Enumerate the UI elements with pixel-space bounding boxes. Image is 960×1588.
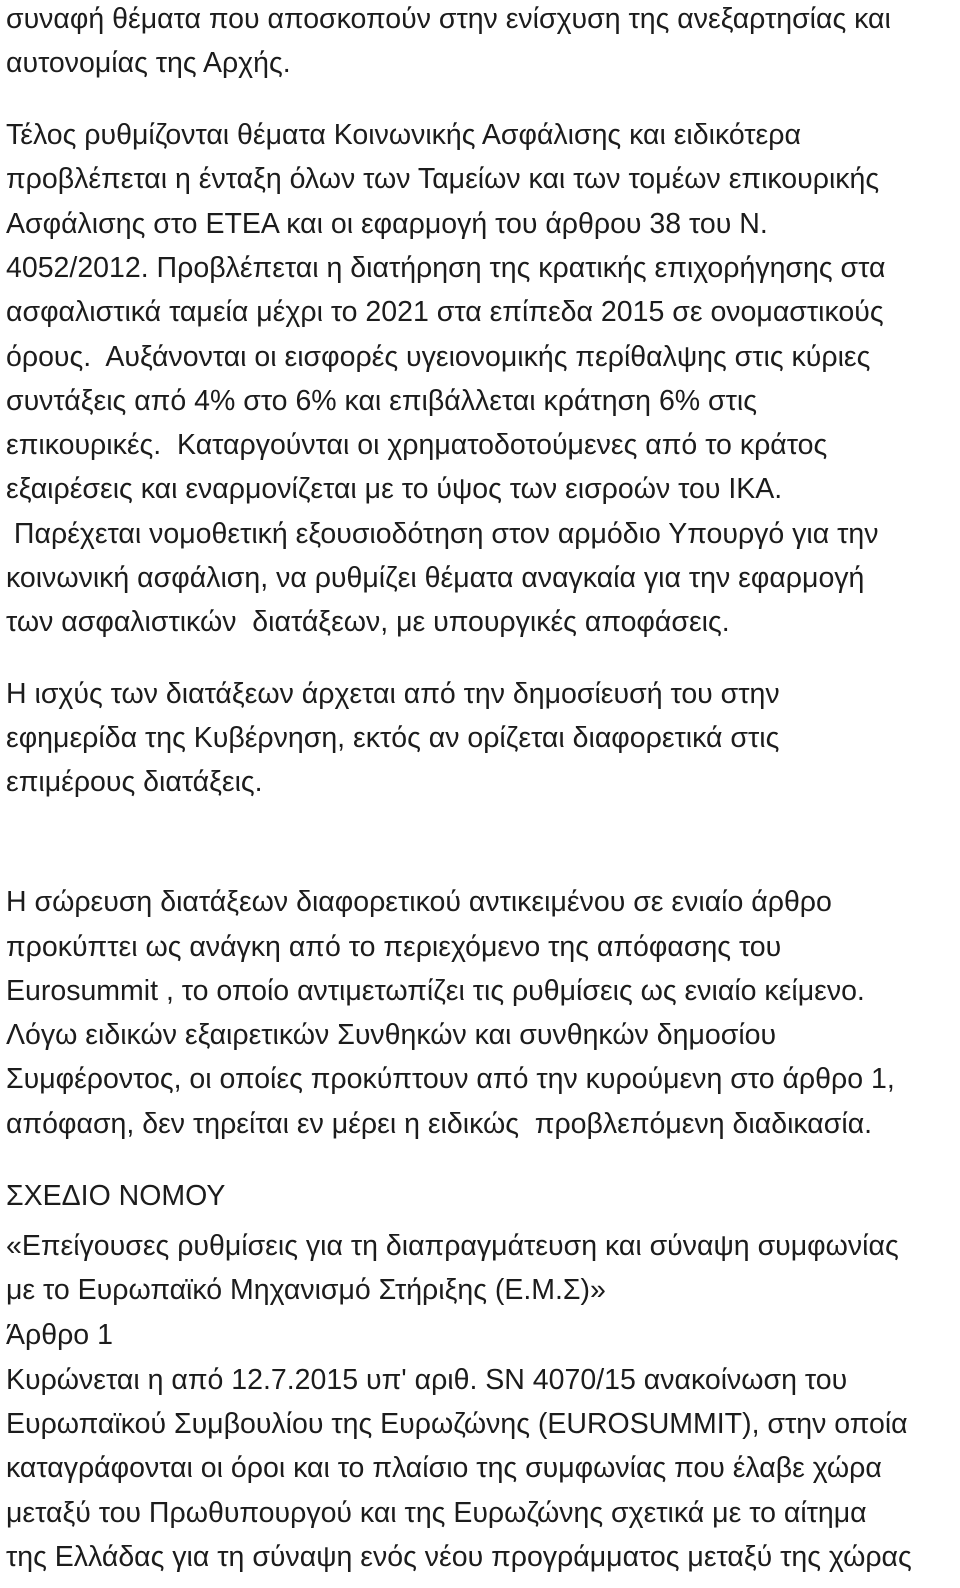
paragraph-2-line-1: Τέλος ρυθμίζονται θέματα Κοινωνικής Ασφάλισης και ειδικότερα <box>6 119 801 151</box>
paragraph-2-line-7: συντάξεις από 4% στο 6% και επιβάλλεται κράτηση 6% στις <box>6 385 757 417</box>
paragraph-1-line-2: αυτονομίας της Αρχής. <box>6 47 291 79</box>
paragraph-2-line-6: όρους. Αυξάνονται οι εισφορές υγειονομικής περίθαλψης στις κύριες <box>6 341 871 373</box>
paragraph-2-line-10: Παρέχεται νομοθετική εξουσιοδότηση στον αρμόδιο Υπουργό για την <box>6 518 879 550</box>
article-body-line-1: Κυρώνεται η από 12.7.2015 υπ' αριθ. SN 4070/15 ανακοίνωση του <box>6 1364 848 1396</box>
paragraph-3-line-1: Η ισχύς των διατάξεων άρχεται από την δημοσίευσή του στην <box>6 678 780 710</box>
article-heading: Άρθρο 1 <box>6 1319 113 1351</box>
paragraph-4-line-5: Συμφέροντος, οι οποίες προκύπτουν από την κυρούμενη στο άρθρο 1, <box>6 1063 895 1095</box>
paragraph-2-line-2: προβλέπεται η ένταξη όλων των Ταμείων και των τομέων επικουρικής <box>6 163 880 195</box>
paragraph-2-line-5: ασφαλιστικά ταμεία μέχρι το 2021 στα επίπεδα 2015 σε ονομαστικούς <box>6 296 884 328</box>
section-heading: ΣΧΕΔΙΟ ΝΟΜΟΥ <box>6 1180 226 1212</box>
article-body-line-4: μεταξύ του Πρωθυπουργού και της Ευρωζώνης σχετικά με το αίτημα <box>6 1497 867 1529</box>
paragraph-4-line-2: προκύπτει ως ανάγκη από το περιεχόμενο της απόφασης του <box>6 931 782 963</box>
paragraph-3-line-2: εφημερίδα της Κυβέρνηση, εκτός αν ορίζεται διαφορετικά στις <box>6 722 780 754</box>
paragraph-4-line-6: απόφαση, δεν τηρείται εν μέρει η ειδικώς προβλεπόμενη διαδικασία. <box>6 1108 873 1140</box>
paragraph-4-line-4: Λόγω ειδικών εξαιρετικών Συνθηκών και συνθηκών δημοσίου <box>6 1019 777 1051</box>
paragraph-4-line-1: Η σώρευση διατάξεων διαφορετικού αντικειμένου σε ενιαίο άρθρο <box>6 886 832 918</box>
paragraph-2-line-3: Ασφάλισης στο ΕΤΕΑ και οι εφαρμογή του άρθρου 38 του Ν. <box>6 208 768 240</box>
paragraph-2-line-9: εξαιρέσεις και εναρμονίζεται με το ύψος των εισροών του ΙΚΑ. <box>6 473 783 505</box>
article-body-line-2: Ευρωπαϊκού Συμβουλίου της Ευρωζώνης (EUROSUMMIT), στην οποία <box>6 1408 908 1440</box>
paragraph-4-line-3: Eurosummit , το οποίο αντιμετωπίζει τις ρυθμίσεις ως ενιαίο κείμενο. <box>6 975 865 1007</box>
paragraph-2-line-4: 4052/2012. Προβλέπεται η διατήρηση της κρατικής επιχορήγησης στα <box>6 252 886 284</box>
bill-title-line-1: «Επείγουσες ρυθμίσεις για τη διαπραγμάτευση και σύναψη συμφωνίας <box>6 1230 899 1262</box>
article-body-line-5: της Ελλάδας για τη σύναψη ενός νέου προγράμματος μεταξύ της χώρας <box>6 1541 912 1573</box>
paragraph-3-line-3: επιμέρους διατάξεις. <box>6 766 263 798</box>
paragraph-2-line-11: κοινωνική ασφάλιση, να ρυθμίζει θέματα αναγκαία για την εφαρμογή <box>6 562 865 594</box>
paragraph-1-line-1: συναφή θέματα που αποσκοπούν στην ενίσχυση της ανεξαρτησίας και <box>6 3 891 35</box>
paragraph-2-line-12: των ασφαλιστικών διατάξεων, με υπουργικές αποφάσεις. <box>6 606 730 638</box>
article-body-line-3: καταγράφονται οι όροι και το πλαίσιο της συμφωνίας που έλαβε χώρα <box>6 1452 882 1484</box>
bill-title-line-2: με το Ευρωπαϊκό Μηχανισμό Στήριξης (Ε.Μ.Σ)» <box>6 1274 606 1306</box>
paragraph-2-line-8: επικουρικές. Καταργούνται οι χρηματοδοτούμενες από το κράτος <box>6 429 828 461</box>
